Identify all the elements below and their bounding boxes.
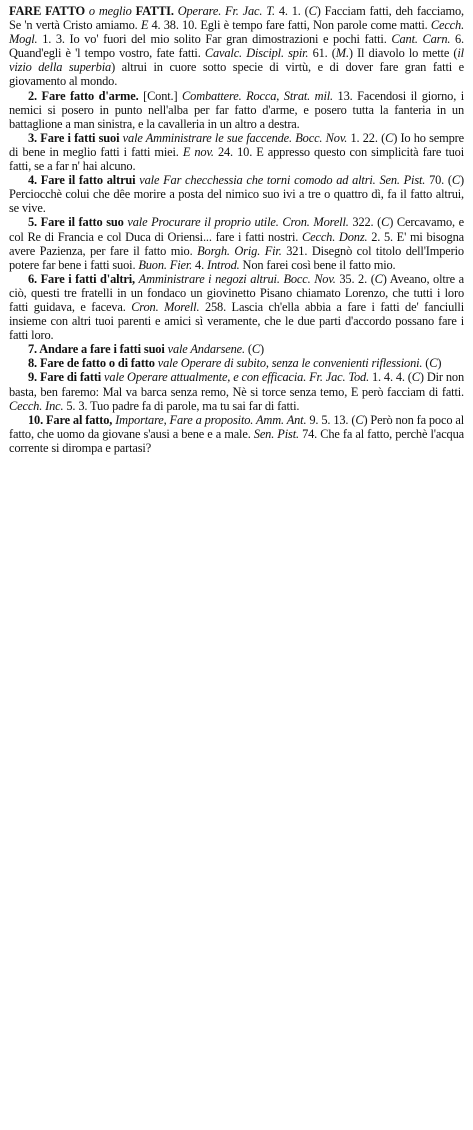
entry-text: 70. ( (425, 173, 452, 188)
entry-italic-text: vale Operare attualmente, e con efficacia. Fr. Jac. Tod. (104, 370, 370, 385)
entry-text: 13. Facendosi il giorno, i nemici si posero in punto nell'alba per far fatto d'arme, e posero tutta la fanteria in un battaglione a man sinistra, e la cavalleria in un altro a destra. (9, 88, 464, 131)
entry-text: 1. 4. 4. ( (369, 370, 412, 385)
entry-text: 61. ( (308, 46, 336, 61)
entry-headword: 10. Fare al fatto, (28, 412, 113, 427)
entry-headword: 8. Fare de fatto o di fatto (28, 356, 155, 371)
entry-text: [Cont.] (138, 88, 183, 103)
entry-text: ) Io ho sempre di bene in meglio fatti i fatti miei. (9, 130, 465, 159)
dictionary-entry (9, 89, 464, 131)
entry-text: Non farei così bene il fatto mio. (239, 257, 396, 272)
dictionary-entry (9, 215, 464, 271)
dictionary-entry (9, 173, 464, 215)
entry-italic-text: C (381, 215, 390, 230)
entry-text: 35. 2. ( (335, 271, 375, 286)
dictionary-entry (9, 370, 464, 412)
entry-italic-text: Cecch. Inc. (9, 398, 64, 413)
entry-italic-text: C (374, 271, 383, 286)
entry-text: 74. Che fa al fatto, perchè l'acqua corrente si dirompa e partasi? (9, 426, 464, 455)
entry-italic-text: Cant. Carn. (391, 32, 451, 47)
entry-italic-text: C (308, 4, 317, 18)
entry-italic-text: Cecch. Mogl. (9, 18, 465, 47)
entry-text: ) altrui in cuore sotto specie di virtù, e di dover fare gran fatti e giovamento al mondo. (9, 60, 464, 89)
entry-italic-text: o meglio (88, 4, 132, 18)
dictionary-entry (9, 131, 464, 173)
entry-text: 6. Quand'egli è 'l tempo vostro, fate fatti. (9, 32, 464, 61)
entry-text: 5. 3. Tuo padre fa di parole, ma tu sai far di fatti. (63, 398, 300, 413)
entry-italic-text: Introd. (207, 257, 240, 272)
entry-italic-text: vale Operare di subito, senza le convenienti riflessioni. (157, 356, 423, 371)
entry-italic-text: C (251, 342, 261, 357)
entry-italic-text: E (140, 18, 149, 33)
entry-headword: 4. Fare il fatto altrui (28, 173, 136, 188)
entry-text: ( (244, 342, 252, 357)
entry-headword: 9. Fare di fatti (28, 370, 102, 385)
entry-text: 24. 10. E appresso questo con simplicità fare tuoi fatti, se a far n' hai alcuno. (9, 144, 464, 174)
entry-italic-text: Buon. Fier. (138, 257, 193, 272)
entry-text: 1. 3. Io vo' fuori del mio solito Far gran dimostrazioni e pochi fatti. (37, 32, 392, 47)
entry-text: ) Il diavolo lo mette ( (348, 46, 458, 61)
entry-text: ) Dir non basta, ben faremo: Mal va barca senza remo, Nè si torce senza temo, E però facciam di fatti. (9, 370, 464, 399)
entry-text: ) Perciocchè colui che dêe morire a posta del nimico suo ivi a tre o quattro dì, fa il fatto altrui, se vive. (9, 173, 464, 216)
entry-headword: FARE FATTO (9, 4, 85, 18)
entry-italic-text: vale Andarsene. (167, 342, 245, 357)
entry-text: 2. 5. E' mi bisogna avere Pazienza, per fare il fatto mio. (9, 229, 464, 258)
entry-text: 9. 5. 13. ( (306, 412, 356, 427)
entry-italic-text: Borgh. Orig. Fir. (197, 243, 282, 258)
entry-text: 4. (192, 257, 207, 272)
entry-italic-text: C (411, 370, 420, 385)
entry-text: ) Aveano, oltre a ciò, questi tre fratelli in un fondaco un giovinetto Pisano chiamato Lorenzo, che tutti i loro fatti guidava, e faceva. (9, 271, 464, 314)
entry-italic-text: Cavalc. Discipl. spir. (204, 46, 309, 61)
entry-italic-text: vale Amministrare le sue faccende. Bocc. Nov. (122, 130, 348, 145)
dictionary-entry (9, 4, 464, 89)
entry-italic-text: C (385, 130, 394, 145)
entry-italic-text: C (429, 356, 438, 371)
entry-italic-text: Importare, Fare a proposito. Amm. Ant. (115, 412, 307, 427)
entry-text: ) Cercavamo, e col Re di Francia e col Duca di Oriensi... fare i fatti nostri. (9, 215, 464, 244)
entry-italic-text: E nov. (182, 144, 214, 159)
entry-headword: 2. Fare fatto d'arme. (28, 88, 139, 103)
entry-italic-text: M. (335, 46, 349, 61)
entry-text: ) (437, 356, 442, 371)
entry-italic-text: vale Far checchessia che torni comodo ad altri. Sen. Pist. (139, 173, 426, 188)
entry-italic-text: C (355, 412, 364, 427)
entry-text: 4. 1. ( (274, 4, 309, 18)
dictionary-entry (9, 356, 464, 370)
entry-italic-text: il vizio della superbia (9, 46, 464, 75)
entry-italic-text: Cecch. Donz. (302, 229, 368, 244)
dictionary-entry (9, 342, 464, 356)
entry-italic-text: Sen. Pist. (253, 426, 299, 441)
entry-bold-text: FATTI. (135, 4, 174, 18)
entry-italic-text: Combattere. Rocca, Strat. mil. (182, 88, 333, 103)
entry-text: ) Però non fa poco al fatto, che uomo da giovane s'ausi a bene e a male. (9, 412, 464, 441)
entry-text: 321. Disegnò col titolo dell'Imperio potere far bene i fatti suoi. (9, 243, 464, 272)
entry-headword: 6. Fare i fatti d'altri, (28, 271, 135, 286)
dictionary-entry (9, 413, 464, 455)
entry-text: 258. Lascia ch'ella abbia a fare i fatti de' fanciulli insieme con altri tuoi parenti e amici sì veramente, che le due parti d'accordo possano fare i fatti loro. (9, 299, 465, 343)
entry-italic-text: Cron. Morell. (131, 299, 200, 314)
entry-italic-text: Operare. Fr. Jac. T. (177, 4, 275, 18)
entry-text: ) (260, 342, 265, 357)
entry-headword: 5. Fare il fatto suo (28, 215, 124, 230)
entry-italic-text: vale Procurare il proprio utile. Cron. Morell. (127, 215, 349, 230)
entry-text: ( (422, 356, 430, 371)
entry-text: ) Facciam fatti, deh facciamo, Se 'n vertà Cristo amiamo. (9, 4, 464, 33)
entry-italic-text: Amministrare i negozi altrui. Bocc. Nov. (138, 271, 336, 286)
entry-text: 322. ( (348, 215, 382, 230)
entry-text: 4. 38. 10. Egli è tempo fare fatti, Non parole come matti. (148, 18, 431, 33)
entry-headword: 7. Andare a fare i fatti suoi (28, 342, 165, 357)
entry-headword: 3. Fare i fatti suoi (28, 130, 120, 145)
dictionary-entry (9, 272, 464, 342)
entry-italic-text: C (451, 173, 461, 188)
entry-text: 1. 22. ( (347, 130, 386, 145)
